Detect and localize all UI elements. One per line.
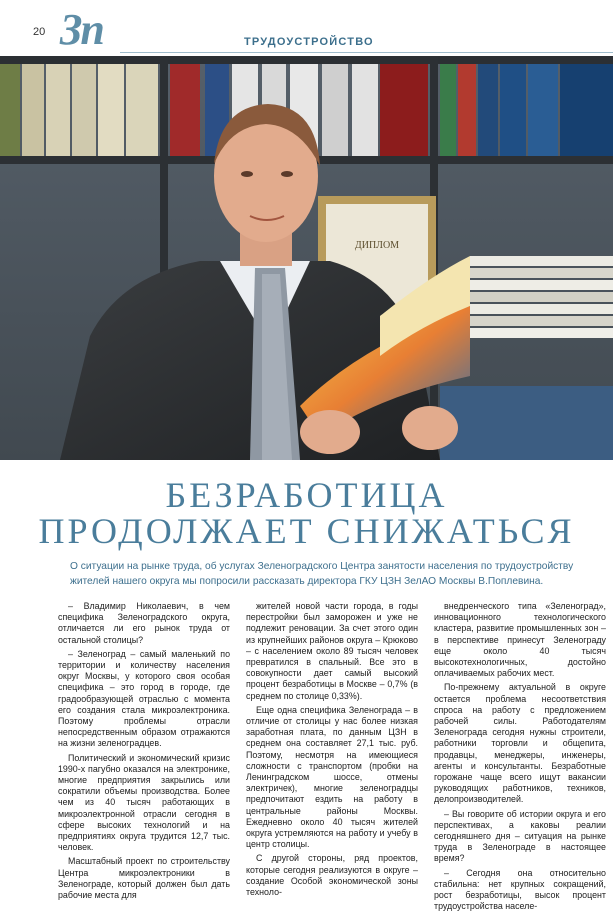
paragraph: Еще одна специфика Зеленограда – в отличие от столицы у нас более низкая заработная плата, по данным ЦЗН в среднем она составляет 27,1 тыс. руб. Поэтому, несмотря на имеющиеся сложности с транспортом (пробки на Ленинградском шоссе, отмены электричек), многие зеленоградцы предпочитают ездить на работу в центральные районы Москвы. Ежедневно около 40 тысяч жителей округа устремляются на работу и учебу в центр столицы. — [246, 704, 418, 850]
article-column-1 — [58, 601, 230, 901]
headline-line-2: ПРОДОЛЖАЕТ СНИЖАТЬСЯ — [38, 511, 575, 551]
paragraph: Масштабный проект по строительству Центра микроэлектроники в Зеленограде, который должен был дать рабочие места для — [58, 856, 230, 901]
portrait-photo — [0, 56, 613, 460]
lead-paragraph: О ситуации на рынке труда, об услугах Зеленоградского Центра занятости населения по трудоустройству жителей нашего округа мы попросили рассказать директора ГКУ ЦЗН ЗелАО Москвы В.Поплевина. — [70, 561, 574, 587]
paragraph: – Владимир Николаевич, в чем специфика Зеленоградского округа, отличается ли его рынок труда от остальной столицы? — [58, 601, 230, 645]
paragraph: По-прежнему актуальной в округе остается проблема несоответствия спроса на работу с предложением рабочей силы. Работодателям Зеленограда сегодня нужны строители, работники торговли и общепита, продавцы, менеджеры, инженеры, агенты и консультанты. Безработные горожане чаще всего ищут вакансии руководящих работников, техников, делопроизводителей. — [434, 682, 606, 805]
header-rule — [120, 52, 613, 53]
magazine-logo: Зп — [60, 5, 103, 54]
article-column-2 — [246, 601, 418, 898]
article-body — [58, 601, 606, 912]
paragraph: жителей новой части города, в годы перестройки был заморожен и уже не подлежит реновации. За счет этого один из крупнейших районов округа – Крюково – с населением около 89 тысяч человек превратился в спальный. Все это в совокупности дает самый высокий процент безработицы в Москве – 0,7% (в среднем по столице 0,33%). — [246, 601, 418, 701]
paragraph: – Зеленоград – самый маленький по территории и количеству населения округ Москвы, у которого своя особая специфика – это город в городе, где градообразующей отраслью с момента его создания стала микроэлектроника. Поэтому проблемы отрасли непосредственным образом отражаются на жизни зеленоградцев. — [58, 648, 230, 749]
section-label: ТРУДОУСТРОЙСТВО — [244, 36, 374, 48]
paragraph: С другой стороны, ряд проектов, которые сегодня реализуются в округе – создание Особой экономической зоны техноло- — [246, 853, 418, 898]
page-number: 20 — [33, 26, 46, 38]
headline-line-1: БЕЗРАБОТИЦА — [165, 475, 448, 515]
paragraph: внедренческого типа «Зеленоград», инновационного технологического кластера, развитие промышленных зон – в перспективе принесут Зеленограду еще около 40 тысяч высокотехнологичных, достойно оплачиваемых рабочих мест. — [434, 601, 606, 679]
article-column-3 — [434, 601, 606, 912]
portrait-illustration — [0, 56, 613, 460]
paragraph: – Сегодня она относительно стабильна: нет крупных сокращений, рост безработицы, высок процент трудоустройства населе- — [434, 867, 606, 912]
paragraph: – Вы говорите об истории округа и его перспективах, а каковы реалии сегодняшнего дня – ситуация на рынке труда в Зеленограде в настоящее время? — [434, 808, 606, 864]
paragraph: Политический и экономический кризис 1990-х пагубно оказался на электронике, многие предприятия закрылись или сократили объемы производства. Более чем из 40 тысяч работающих в микроэлектронной отрасли сегодня в сфере высоких технологий и на предприятиях округа трудится 12,7 тыс. человек. — [58, 752, 230, 853]
diploma-text: ДИПЛОМ — [354, 240, 400, 251]
